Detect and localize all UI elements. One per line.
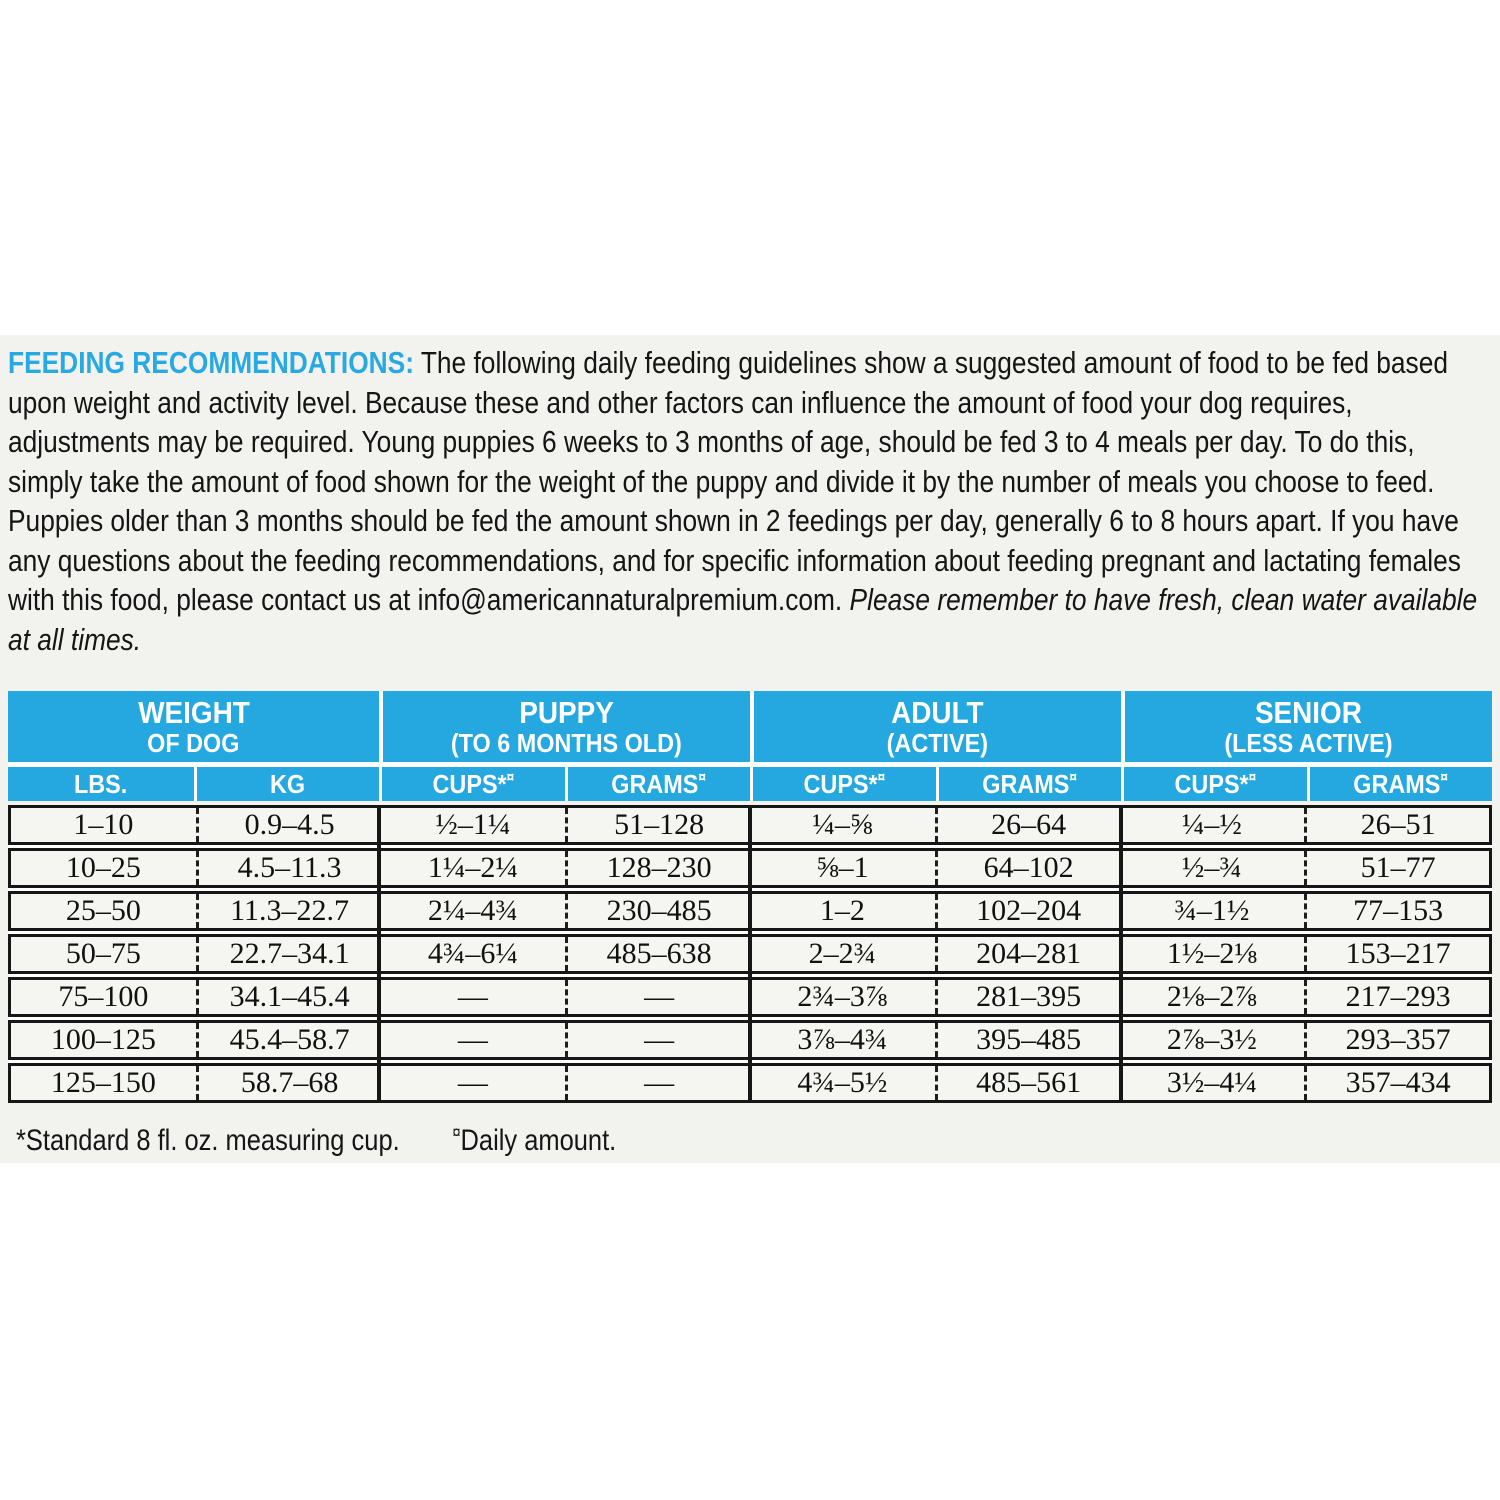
table-cell: 34.1–45.4	[196, 980, 381, 1014]
table-cell: 22.7–34.1	[196, 937, 381, 971]
subheader-adult-cups-label: CUPS*	[803, 768, 878, 799]
table-cell: 100–125	[50, 1023, 156, 1056]
subheader-kg	[194, 767, 380, 801]
table-cell: ¼–½	[1181, 808, 1242, 841]
table-cell: 50–75	[65, 937, 141, 970]
table-cell: —	[457, 980, 488, 1013]
subheader-adult-cups-sup: ¤	[877, 768, 886, 786]
intro-body-text: The following daily feeding guidelines show a suggested amount of food to be fed based upon weight and activity level. Because these and other factors can influence the amount of food your dog requires, adjustments may be required. Young puppies 6 weeks to 3 months of age, should be fed 3 to 4 meals per day. To do this, simply take the amount of food shown for the weight of the puppy and divide it by the number of meals you choose to feed. Puppies older than 3 months should be fed the amount shown in 2 feedings per day, generally 6 to 8 hours apart. If you have any questions about the feeding recommendations, and for specific information about feeding pregnant and lactating females with this food, please contact us at info@americannaturalpremium.com.	[8, 345, 1461, 617]
subheader-senior-grams	[1307, 767, 1493, 801]
table-cell: 153–217	[1304, 937, 1489, 971]
group-weight-line2: OF DOG	[147, 728, 240, 758]
subheader-adult-cups	[750, 767, 936, 801]
subheader-lbs-label: LBS.	[74, 768, 128, 799]
table-cell: 3½–4¼	[1166, 1066, 1257, 1099]
table-cell: 485–561	[935, 1066, 1120, 1100]
table-cell: —	[457, 1023, 488, 1056]
table-cell: 1–2	[819, 894, 865, 927]
group-divider-line	[1119, 805, 1123, 1103]
table-cell: 1½–2⅛	[1166, 937, 1257, 970]
table-cell: 217–293	[1304, 980, 1489, 1014]
table-cell: ⅝–1	[816, 851, 869, 884]
table-cell: 2–2¾	[808, 937, 877, 970]
table-cell: 4¾–6¼	[427, 937, 518, 970]
table-cell: 293–357	[1304, 1023, 1489, 1057]
subheader-puppy-cups	[379, 767, 565, 801]
table-cell: 64–102	[935, 851, 1120, 885]
table-cell: ½–1¼	[435, 808, 511, 841]
table-cell: 25–50	[65, 894, 141, 927]
subheader-row	[8, 767, 1492, 801]
group-weight-line1: WEIGHT	[137, 695, 250, 730]
table-cell: 11.3–22.7	[196, 894, 381, 928]
group-senior-line1: SENIOR	[1255, 695, 1362, 730]
subheader-senior-grams-sup: ¤	[1440, 768, 1449, 786]
table-cell: —	[565, 1066, 750, 1100]
table-cell: 58.7–68	[196, 1066, 381, 1100]
table-body	[8, 805, 1492, 1103]
group-senior-line2: (LESS ACTIVE)	[1224, 728, 1393, 758]
table-cell: 2⅞–3½	[1166, 1023, 1257, 1056]
table-cell: 125–150	[50, 1066, 156, 1099]
table-cell: 26–51	[1304, 808, 1489, 842]
table-cell: 51–128	[565, 808, 750, 842]
group-puppy-line1: PUPPY	[519, 695, 614, 730]
feeding-table	[8, 691, 1492, 1106]
group-header-puppy	[379, 691, 750, 762]
group-adult-line2: (ACTIVE)	[886, 728, 989, 758]
table-cell: ½–¾	[1181, 851, 1242, 884]
group-header-adult	[750, 691, 1121, 762]
table-cell: 26–64	[935, 808, 1120, 842]
subheader-senior-cups-sup: ¤	[1248, 768, 1257, 786]
table-cell: 230–485	[565, 894, 750, 928]
subheader-adult-grams-label: GRAMS	[982, 768, 1070, 799]
table-cell: 51–77	[1304, 851, 1489, 885]
table-cell: —	[565, 1023, 750, 1057]
subheader-senior-cups-label: CUPS*	[1174, 768, 1249, 799]
table-cell: ¾–1½	[1174, 894, 1250, 927]
table-cell: 0.9–4.5	[196, 808, 381, 842]
table-cell: 75–100	[58, 980, 149, 1013]
subheader-kg-label: KG	[270, 768, 306, 799]
group-divider-line	[748, 805, 752, 1103]
table-cell: 2⅛–2⅞	[1166, 980, 1257, 1013]
subheader-puppy-grams-label: GRAMS	[611, 768, 699, 799]
table-cell: 3⅞–4¾	[797, 1023, 888, 1056]
group-puppy-line2: (TO 6 MONTHS OLD)	[451, 728, 682, 758]
table-cell: 281–395	[935, 980, 1120, 1014]
table-cell: 204–281	[935, 937, 1120, 971]
intro-italic-note: Please remember to have fresh, clean water available at all times.	[8, 582, 1478, 657]
table-cell: 1¼–2¼	[427, 851, 518, 884]
table-header	[8, 691, 1492, 801]
group-header-senior	[1121, 691, 1492, 762]
table-cell: 357–434	[1304, 1066, 1489, 1100]
group-adult-line1: ADULT	[891, 695, 984, 730]
table-cell: 2¼–4¾	[427, 894, 518, 927]
footnote	[16, 1123, 1459, 1158]
subheader-puppy-cups-sup: ¤	[506, 768, 515, 786]
table-cell: 45.4–58.7	[196, 1023, 381, 1057]
table-cell: 485–638	[565, 937, 750, 971]
subheader-lbs	[8, 767, 194, 801]
table-cell: 128–230	[565, 851, 750, 885]
group-divider-line	[377, 805, 381, 1103]
table-cell: 10–25	[65, 851, 141, 884]
table-cell: —	[457, 1066, 488, 1099]
table-cell: 4.5–11.3	[196, 851, 381, 885]
subheader-senior-grams-label: GRAMS	[1353, 768, 1441, 799]
table-cell: 395–485	[935, 1023, 1120, 1057]
footnote-daily-amount	[452, 1124, 616, 1157]
subheader-adult-grams	[936, 767, 1122, 801]
subheader-adult-grams-sup: ¤	[1069, 768, 1078, 786]
subheader-puppy-grams-sup: ¤	[698, 768, 707, 786]
table-cell: 77–153	[1304, 894, 1489, 928]
table-cell: 1–10	[73, 808, 134, 841]
currency-symbol: ¤	[452, 1122, 461, 1142]
table-cell: 102–204	[935, 894, 1120, 928]
intro-paragraph	[8, 343, 1492, 659]
table-cell: —	[565, 980, 750, 1014]
feeding-recommendations-heading: FEEDING RECOMMENDATIONS:	[8, 345, 414, 380]
subheader-senior-cups	[1121, 767, 1307, 801]
content-panel	[0, 335, 1500, 1163]
group-header-row	[8, 691, 1492, 762]
subheader-puppy-cups-label: CUPS*	[432, 768, 507, 799]
subheader-puppy-grams	[565, 767, 751, 801]
table-cell: 4¾–5½	[797, 1066, 888, 1099]
group-header-weight	[8, 691, 379, 762]
table-cell: 2¾–3⅞	[797, 980, 888, 1013]
footnote-daily-amount-text: Daily amount.	[460, 1124, 617, 1157]
footnote-measuring-cup: *Standard 8 fl. oz. measuring cup.	[16, 1124, 400, 1157]
table-cell: ¼–⅝	[812, 808, 873, 841]
